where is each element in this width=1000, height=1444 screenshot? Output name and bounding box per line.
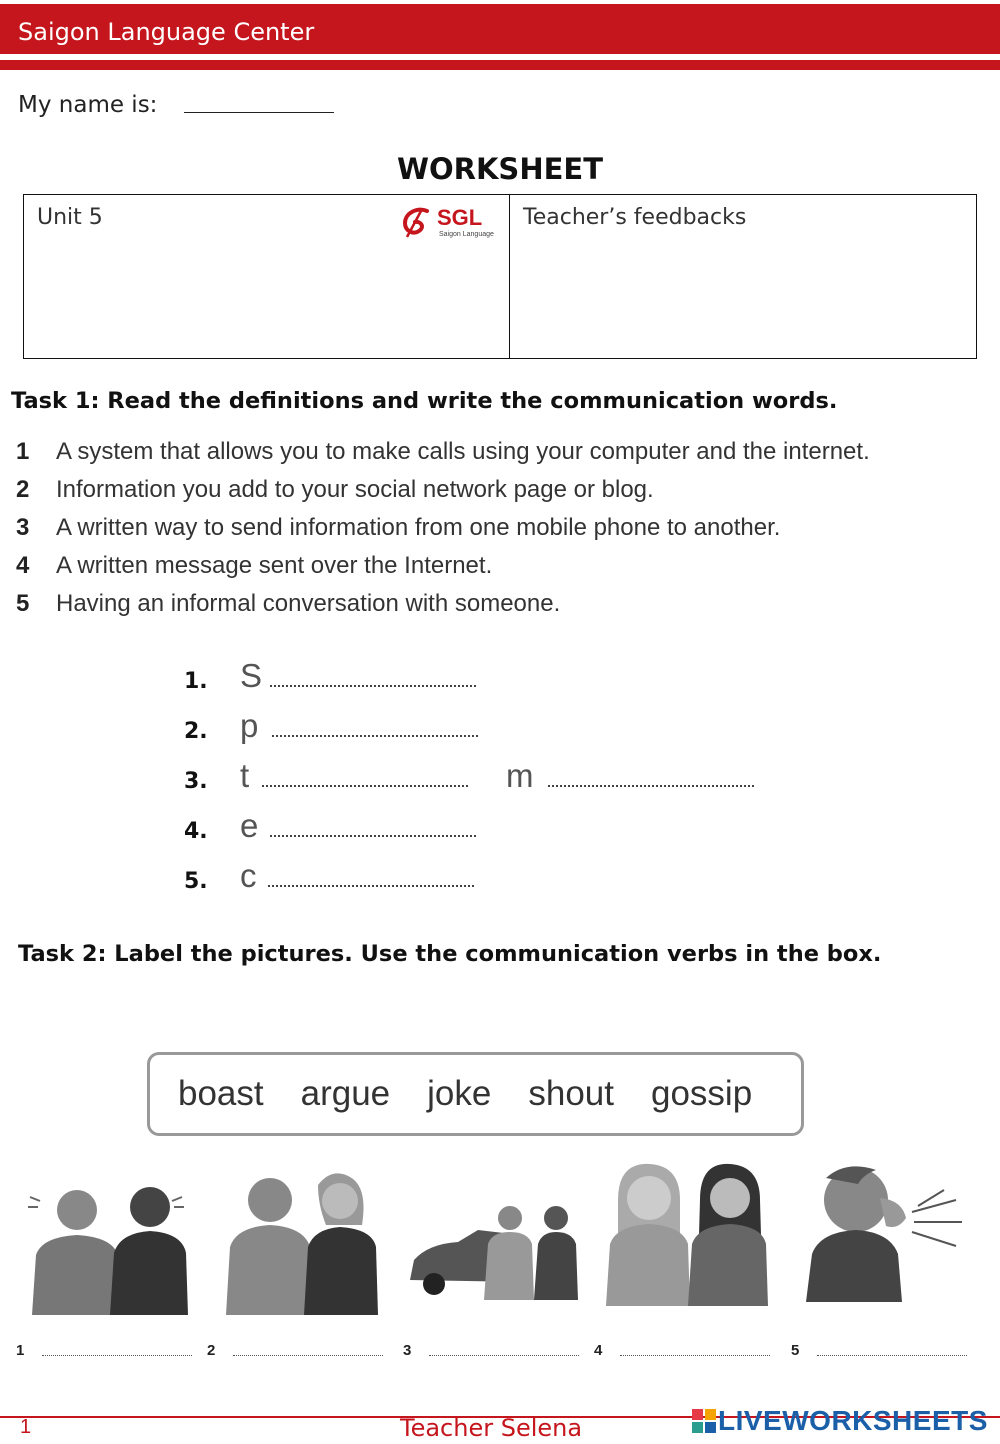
picture-boast [408, 1200, 584, 1300]
answer-first-letter: c [240, 857, 257, 894]
header-divider [0, 60, 1000, 70]
answer-blank[interactable] [268, 885, 474, 887]
answer-number: 2. [184, 719, 208, 744]
sgl-logo-subtext: Saigon Language [439, 231, 494, 238]
picture-label-blank[interactable] [42, 1355, 192, 1356]
unit-cell [24, 195, 510, 358]
definition-text: A written message sent over the Internet. [56, 552, 493, 579]
answer-blank[interactable] [270, 835, 476, 837]
answer-row [184, 757, 804, 807]
feedback-label: Teacher’s feedbacks [523, 205, 747, 230]
definition-text: A written way to send information from one mobile phone to another. [56, 514, 781, 541]
definition-text: Having an informal conversation with someone. [56, 590, 561, 617]
picture-label-number: 5 [791, 1342, 800, 1359]
unit-label: Unit 5 [37, 205, 103, 230]
answer-first-letter: t [240, 757, 250, 794]
word-box [147, 1052, 804, 1136]
sgl-logo-icon [399, 207, 435, 241]
liveworksheets-brand[interactable] [692, 1405, 988, 1437]
picture-label-number: 3 [403, 1342, 412, 1359]
picture-label-blank[interactable] [817, 1355, 967, 1356]
name-label: My name is: [18, 92, 158, 118]
feedback-cell[interactable] [510, 195, 976, 358]
definition-number: 1 [16, 438, 30, 465]
definition-item [16, 433, 870, 471]
answer-number: 5. [184, 869, 208, 894]
info-table [23, 194, 977, 359]
task2-heading: Task 2: Label the pictures. Use the communication verbs in the box. [18, 941, 882, 967]
answer-blank[interactable] [272, 735, 478, 737]
definition-number: 5 [16, 590, 30, 617]
answer-row [184, 807, 804, 857]
picture-two-men-arguing [22, 1175, 192, 1315]
teacher-name: Teacher Selena [400, 1414, 583, 1442]
definition-text: A system that allows you to make calls using your computer and the internet. [56, 438, 870, 465]
answer-number: 3. [184, 769, 208, 794]
definition-item [16, 585, 870, 623]
task1-heading: Task 1: Read the definitions and write the communication words. [11, 388, 838, 414]
word-gossip: gossip [651, 1074, 753, 1113]
picture-shout [806, 1160, 966, 1302]
answer-blank-second[interactable] [548, 785, 754, 787]
definition-item [16, 471, 870, 509]
page-number: 1 [20, 1416, 32, 1438]
answer-list [184, 657, 804, 907]
word-shout: shout [528, 1074, 614, 1113]
sgl-logo [399, 207, 499, 241]
picture-label-blank[interactable] [429, 1355, 579, 1356]
word-joke: joke [427, 1074, 492, 1113]
header-title: Saigon Language Center [18, 18, 315, 46]
answer-first-letter: S [240, 657, 263, 694]
picture-label-number: 1 [16, 1342, 25, 1359]
answer-first-letter: p [240, 707, 259, 744]
picture-label-blank[interactable] [233, 1355, 383, 1356]
answer-row [184, 857, 804, 907]
answer-row [184, 707, 804, 757]
answer-second-letter: m [506, 757, 534, 794]
picture-label-number: 4 [594, 1342, 603, 1359]
answer-row [184, 657, 804, 707]
worksheet-title: WORKSHEET [396, 152, 603, 186]
answer-number: 1. [184, 669, 208, 694]
word-argue: argue [300, 1074, 391, 1113]
picture-joke [604, 1160, 770, 1306]
definition-item [16, 509, 870, 547]
picture-gossip [222, 1165, 382, 1315]
liveworksheets-text: LIVEWORKSHEETS [718, 1405, 988, 1436]
answer-blank[interactable] [270, 685, 476, 687]
definition-number: 4 [16, 552, 30, 579]
definition-number: 3 [16, 514, 30, 541]
picture-label-number: 2 [207, 1342, 216, 1359]
word-boast: boast [178, 1074, 264, 1113]
liveworksheets-icon [692, 1409, 718, 1433]
picture-label-blank[interactable] [620, 1355, 770, 1356]
definition-item [16, 547, 870, 585]
sgl-logo-text: SGL [437, 205, 483, 230]
definitions-list [16, 433, 870, 623]
name-input-line[interactable] [184, 112, 334, 113]
definition-text: Information you add to your social network page or blog. [56, 476, 654, 503]
answer-number: 4. [184, 819, 208, 844]
answer-blank[interactable] [262, 785, 468, 787]
answer-first-letter: e [240, 807, 259, 844]
definition-number: 2 [16, 476, 30, 503]
